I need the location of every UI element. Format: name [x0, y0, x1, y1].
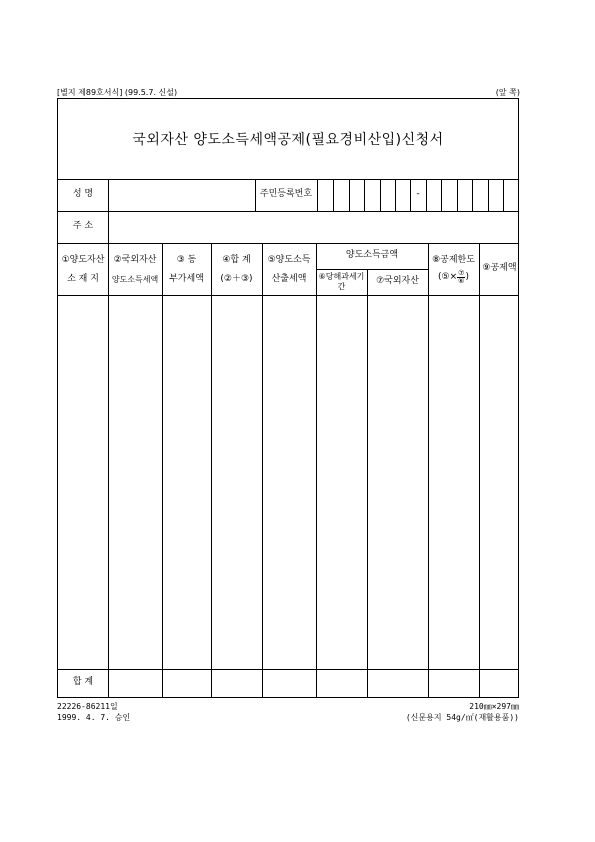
header-text: 양도소득세액	[111, 274, 159, 284]
id-digit-box[interactable]	[472, 179, 473, 211]
column-header-computed-tax	[262, 245, 316, 295]
column-header-divider	[58, 295, 518, 296]
name-row-divider	[58, 211, 518, 212]
column-header-overseas-asset: ⑦국외자산	[376, 276, 419, 287]
header-text: ③ 동	[176, 254, 197, 265]
id-digit-box[interactable]	[488, 179, 489, 211]
column-divider	[262, 243, 263, 697]
column-divider	[367, 269, 368, 697]
column-divider	[316, 243, 317, 697]
column-divider	[108, 243, 109, 697]
total-label: 합 계	[72, 677, 94, 688]
address-label: 주 소	[72, 221, 94, 232]
header-text: ⑧공제한도	[432, 254, 475, 265]
footer-right	[406, 701, 519, 723]
id-digit-box[interactable]	[349, 179, 350, 211]
header-text: 산출세액	[271, 274, 307, 284]
header-text: (②＋③)	[220, 274, 253, 284]
fraction-numerator: ⑦	[458, 269, 465, 278]
column-divider	[479, 243, 480, 697]
id-digit-box[interactable]	[364, 179, 365, 211]
header-text: ⑤양도소득	[267, 254, 311, 265]
id-digit-box[interactable]	[457, 179, 458, 211]
column-header-sum	[211, 245, 262, 295]
column-header-deduction-limit	[428, 245, 479, 295]
header-text: 소 재 지	[67, 274, 99, 284]
form-reference: [별지 제89호서식] (99.5.7. 신설)	[57, 88, 178, 97]
column-group-income: 양도소득금액	[345, 250, 399, 261]
id-digit-box[interactable]	[395, 179, 396, 211]
form-code: 22226-86211일	[57, 702, 118, 711]
column-header-overseas-tax	[108, 245, 162, 295]
paper-spec: (신문용지 54g/㎡(재활용품))	[405, 713, 519, 723]
name-label: 성 명	[72, 189, 94, 200]
page-side: (앞 쪽)	[495, 88, 520, 97]
id-dash: -	[416, 189, 420, 200]
paper-size: 210㎜×297㎜	[469, 702, 519, 711]
formula-fraction	[457, 270, 465, 285]
column-header-current-period: ⑥당해과세기간	[318, 272, 365, 291]
header-text: ②국외자산	[113, 255, 157, 266]
label-column-divider	[108, 179, 109, 243]
formula-suffix: )	[465, 272, 469, 282]
id-digit-box[interactable]	[441, 179, 442, 211]
id-digit-box[interactable]	[380, 179, 381, 211]
id-number-label: 주민등록번호	[259, 189, 313, 200]
column-divider	[428, 243, 429, 697]
id-digit-box[interactable]	[317, 179, 318, 211]
fraction-denominator: ⑥	[458, 277, 465, 286]
deduction-formula	[438, 270, 469, 285]
column-header-surtax	[162, 245, 211, 295]
column-header-deduction: ⑨공제액	[482, 263, 517, 274]
total-row-divider	[58, 669, 518, 670]
application-form	[57, 98, 519, 698]
id-digit-box[interactable]	[333, 179, 334, 211]
approval-date: 1999. 4. 7. 승인	[57, 713, 131, 723]
column-header-location	[58, 245, 108, 295]
address-row-divider	[58, 243, 518, 244]
header-text: ①양도자산	[61, 254, 105, 265]
header-text: 부가세액	[169, 274, 204, 284]
id-digit-box[interactable]	[503, 179, 504, 211]
id-digit-box[interactable]	[426, 179, 427, 211]
footer-left	[57, 701, 130, 723]
header-text: ④합 계	[222, 254, 251, 265]
column-divider	[162, 243, 163, 697]
column-divider	[211, 243, 212, 697]
formula-prefix: (⑤×	[438, 272, 458, 282]
form-title: 국외자산 양도소득세액공제(필요경비산입)신청서	[132, 132, 444, 148]
